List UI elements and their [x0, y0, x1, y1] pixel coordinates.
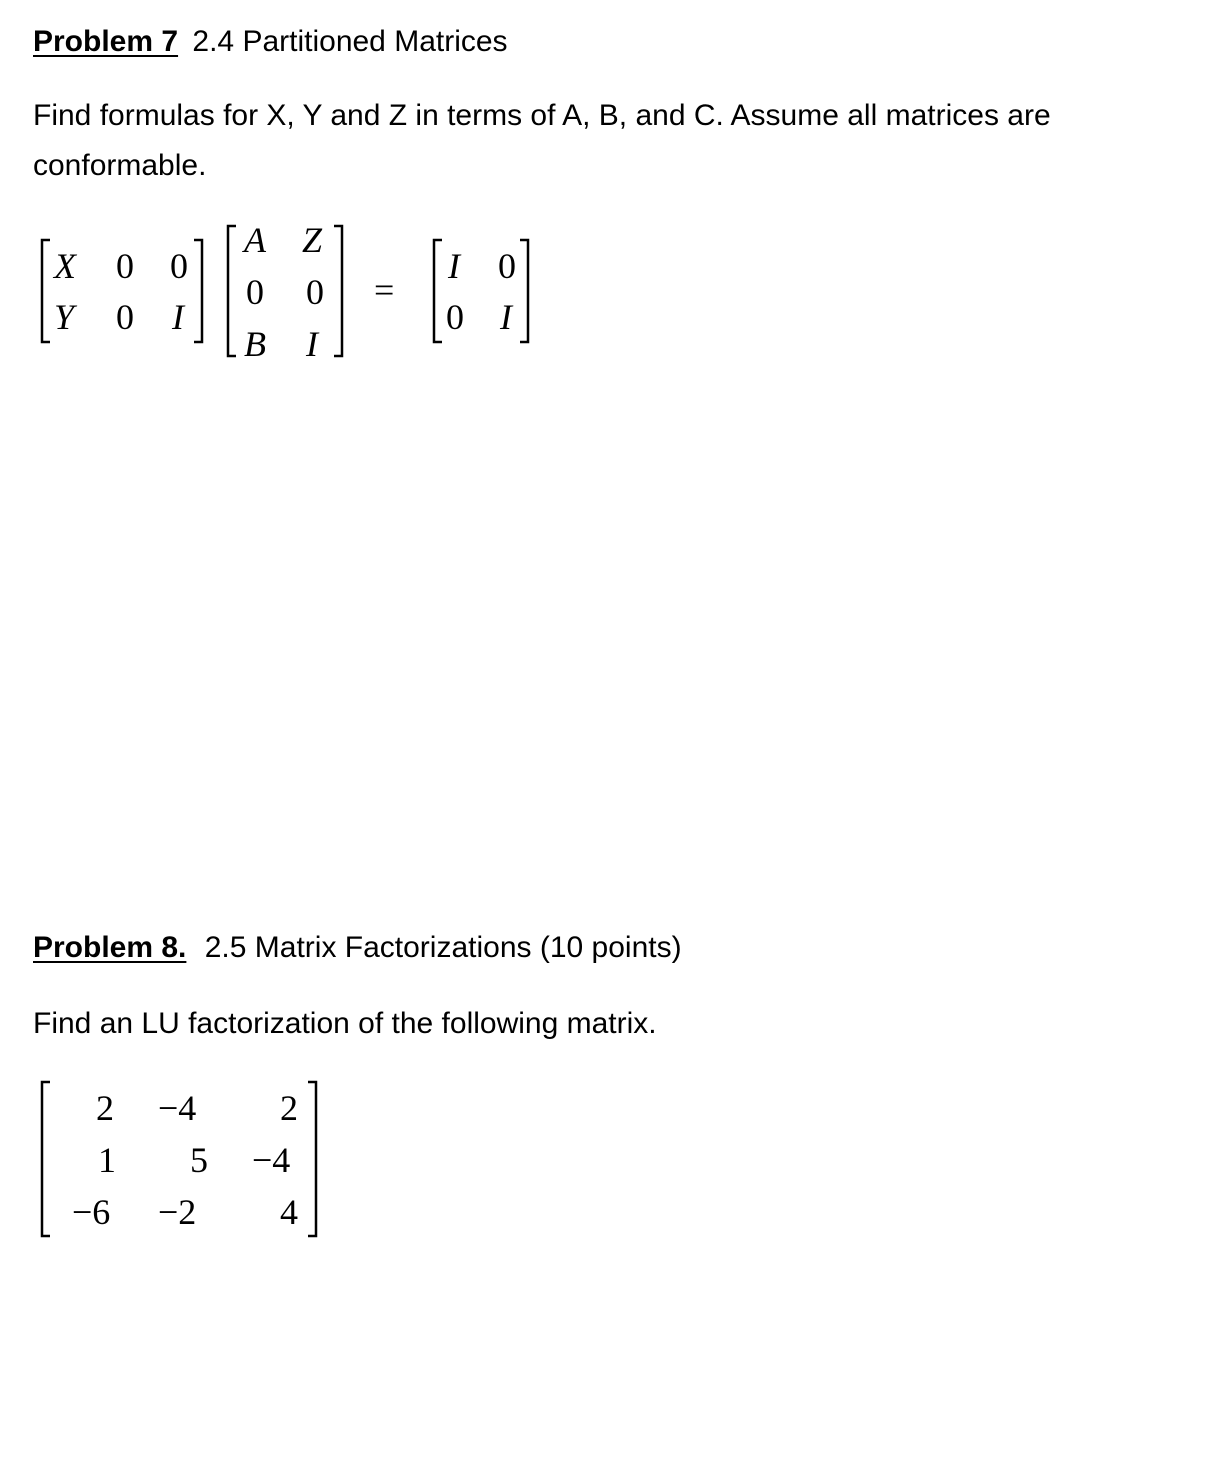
problem-7-label: Problem 7 [33, 25, 179, 58]
problem-8-heading [33, 930, 682, 966]
lu-cell: 1 [98, 1140, 116, 1180]
lu-matrix [0, 1060, 400, 1260]
lu-cell: 2 [280, 1088, 298, 1128]
m2-cell: A [244, 220, 266, 260]
lu-cell: 5 [190, 1140, 208, 1180]
m3-cell: I [500, 297, 512, 337]
matrix-1-left-bracket [40, 238, 52, 344]
partitioned-matrix-equation [0, 0, 1232, 420]
lu-matrix-left-bracket [40, 1080, 52, 1238]
m1-cell: Y [54, 297, 75, 337]
matrix-2-right-bracket [332, 224, 344, 358]
lu-cell: −4 [158, 1088, 197, 1128]
matrix-3-right-bracket [518, 238, 530, 344]
lu-cell: −6 [72, 1192, 111, 1232]
lu-cell: −2 [158, 1192, 197, 1232]
m2-cell: B [244, 324, 266, 364]
m2-cell: Z [302, 220, 323, 260]
m3-cell: 0 [446, 297, 464, 337]
m2-cell: I [306, 324, 318, 364]
m2-cell: 0 [306, 272, 324, 312]
m1-cell: X [54, 246, 76, 286]
problem-8-topic: 2.5 Matrix Factorizations (10 points) [204, 931, 682, 964]
problem-8-label: Problem 8. [33, 931, 187, 964]
m3-cell: 0 [498, 246, 516, 286]
m1-cell: I [172, 297, 184, 337]
problem-7-line-1: Find formulas for X, Y and Z in terms of A, B, and C. Assume all matrices are [33, 99, 1051, 132]
equals-sign: = [374, 270, 395, 310]
m1-cell: 0 [116, 246, 134, 286]
m1-cell: 0 [170, 246, 188, 286]
lu-matrix-right-bracket [306, 1080, 318, 1238]
problem-8-line-1: Find an LU factorization of the following matrix. [33, 1007, 657, 1040]
matrix-2-left-bracket [226, 224, 238, 358]
problem-8-instructions [33, 999, 657, 1049]
m3-cell: I [448, 246, 460, 286]
problem-7-topic: 2.4 Partitioned Matrices [192, 25, 508, 58]
matrix-1-right-bracket [192, 238, 204, 344]
lu-cell: 4 [280, 1192, 298, 1232]
m1-cell: 0 [116, 297, 134, 337]
lu-cell: 2 [96, 1088, 114, 1128]
lu-cell: −4 [252, 1140, 291, 1180]
problem-7-line-2: conformable. [33, 149, 207, 182]
m2-cell: 0 [246, 272, 264, 312]
matrix-3-left-bracket [432, 238, 444, 344]
